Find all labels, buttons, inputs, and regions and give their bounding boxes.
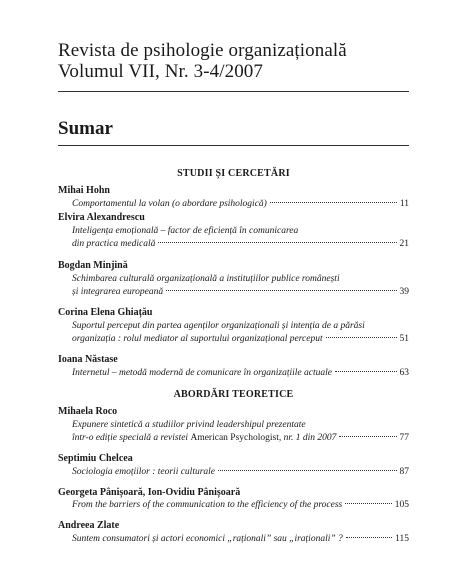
- entry-title: Schimbarea culturală organizațională a instituțiilor publice românești: [72, 274, 340, 284]
- toc-entry: [72, 368, 409, 378]
- dot-leader: [345, 503, 391, 504]
- entry-title: Expunere sintetică a studiilor privind leadershipul prezentate: [72, 420, 306, 430]
- entry-page: 63: [399, 368, 409, 378]
- entry-title: Suportul perceput din partea agenților organizaționali și intenția de a părăsi: [72, 321, 365, 331]
- toc-entry: [72, 287, 409, 297]
- entry-title: Inteligența emoțională – factor de eficiență în comunicarea: [72, 226, 299, 236]
- journal-header: [58, 40, 347, 82]
- dot-leader: [326, 337, 397, 338]
- journal-title: Revista de psihologie organizațională: [58, 40, 347, 61]
- section-heading: ABORDĂRI TEORETICE: [173, 389, 294, 400]
- toc-entry: [72, 199, 409, 209]
- dot-leader: [166, 290, 396, 291]
- dot-leader: [339, 436, 396, 437]
- journal-name: American Psychologist: [190, 433, 279, 443]
- entry-page: 105: [394, 500, 409, 510]
- entry-title: Sociologia emoțiilor : teorii culturale: [72, 467, 216, 477]
- entry-page: 51: [399, 334, 409, 344]
- dot-leader: [346, 537, 392, 538]
- entry-author: Mihaela Roco: [58, 406, 118, 417]
- journal-volume: Volumul VII, Nr. 3-4/2007: [58, 61, 263, 82]
- entry-title: [72, 433, 336, 443]
- toc-entry: [72, 500, 409, 510]
- toc-entry: [72, 433, 409, 443]
- entry-author: Georgeta Pânișoară, Ion-Ovidiu Pânișoară: [58, 487, 241, 498]
- entry-page: 87: [399, 467, 409, 477]
- toc-entry: [72, 239, 409, 249]
- header-divider: [58, 91, 409, 92]
- section-heading: STUDII ȘI CERCETĂRI: [177, 168, 290, 179]
- entry-author: Andreea Zlate: [58, 520, 120, 531]
- toc-divider: [58, 145, 409, 146]
- entry-title-part: , nr. 1 din 2007: [278, 433, 337, 443]
- entry-title: din practica medicală: [72, 239, 156, 249]
- entry-author: Elvira Alexandrescu: [58, 212, 145, 223]
- entry-title: și integrarea europeană: [72, 287, 164, 297]
- dot-leader: [218, 470, 396, 471]
- entry-title: Suntem consumatori și actori economici „raționali” sau „iraționali” ?: [72, 534, 343, 544]
- toc-entry: [72, 334, 409, 344]
- entry-title: organizația : rolul mediator al suportului organizațional perceput: [72, 334, 323, 344]
- entry-title: Internetul – metodă modernă de comunicare în organizațiile actuale: [72, 368, 332, 378]
- toc-entry: [72, 467, 409, 477]
- entry-author: Corina Elena Ghiațău: [58, 307, 153, 318]
- toc-title: Sumar: [58, 118, 113, 139]
- entry-page: 39: [399, 287, 409, 297]
- entry-title: Comportamentul la volan (o abordare psihologică): [72, 199, 267, 209]
- entry-page: 77: [399, 433, 409, 443]
- entry-title: From the barriers of the communication to the efficiency of the process: [72, 500, 343, 510]
- entry-page: 21: [399, 239, 409, 249]
- entry-page: 115: [395, 534, 409, 544]
- dot-leader: [270, 202, 397, 203]
- toc-entry: [72, 534, 409, 544]
- dot-leader: [158, 242, 396, 243]
- entry-author: Mihai Hohn: [58, 185, 110, 196]
- entry-author: Bogdan Minjină: [58, 260, 128, 271]
- entry-title-part: într-o ediție specială a revistei: [72, 433, 191, 443]
- entry-page: 11: [399, 199, 409, 209]
- entry-author: Ioana Năstase: [58, 354, 118, 365]
- dot-leader: [335, 371, 397, 372]
- entry-author: Septimiu Chelcea: [58, 453, 133, 464]
